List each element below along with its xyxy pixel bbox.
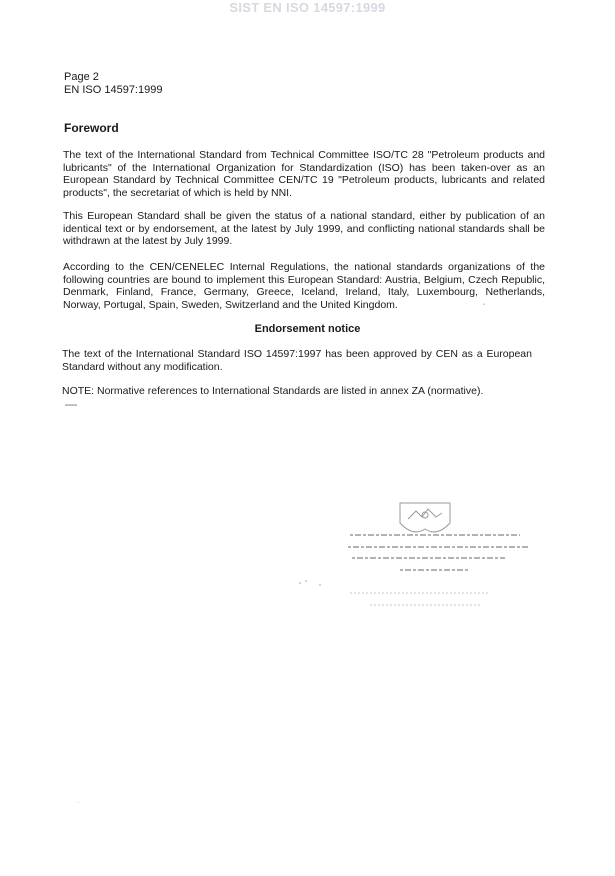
page-number: Page 2	[64, 71, 99, 83]
foreword-paragraph-1: The text of the International Standard from Technical Committee ISO/TC 28 "Petroleum products and lubricants" of the International Organization for Standardization (ISO) has been taken-over as an European Standard by Technical Committee CEN/TC 19 "Petroleum products, lubricants and related products", the secretariat of which is held by NNI.	[63, 149, 545, 199]
standard-id: EN ISO 14597:1999	[64, 84, 163, 96]
scan-speck: · ·	[75, 800, 81, 806]
endorsement-text: The text of the International Standard ISO 14597:1997 has been approved by CEN as a European Standard without any modification.	[62, 348, 532, 373]
page-header	[64, 71, 162, 97]
endorsement-heading: Endorsement notice	[254, 323, 361, 335]
foreword-paragraph-3: According to the CEN/CENELEC Internal Regulations, the national standards organizations of the following countries are bound to implement this European Standard: Austria, Belgium, Czech Republic, Denmark, Finland, France, Germany, Greece, Iceland, Ireland, Italy, Luxembourg, Netherlands, Norway, Portugal, Spain, Sweden, Switzerland and the United Kingdom.	[63, 261, 545, 311]
foreword-paragraph-2: This European Standard shall be given the status of a national standard, either by publication of an identical text or by endorsement, at the latest by July 1999, and conflicting national standards shall be withdrawn at the latest by July 1999.	[63, 210, 545, 248]
foreword-heading: Foreword	[64, 121, 119, 135]
institution-stamp	[290, 495, 560, 635]
stamp-crest-icon	[400, 503, 450, 532]
scan-speck: ▬▬	[65, 402, 77, 408]
scan-speck: ▪	[483, 302, 486, 308]
watermark: SIST EN ISO 14597:1999	[229, 0, 386, 15]
normative-note: NOTE: Normative references to International Standards are listed in annex ZA (normative).	[62, 385, 484, 397]
